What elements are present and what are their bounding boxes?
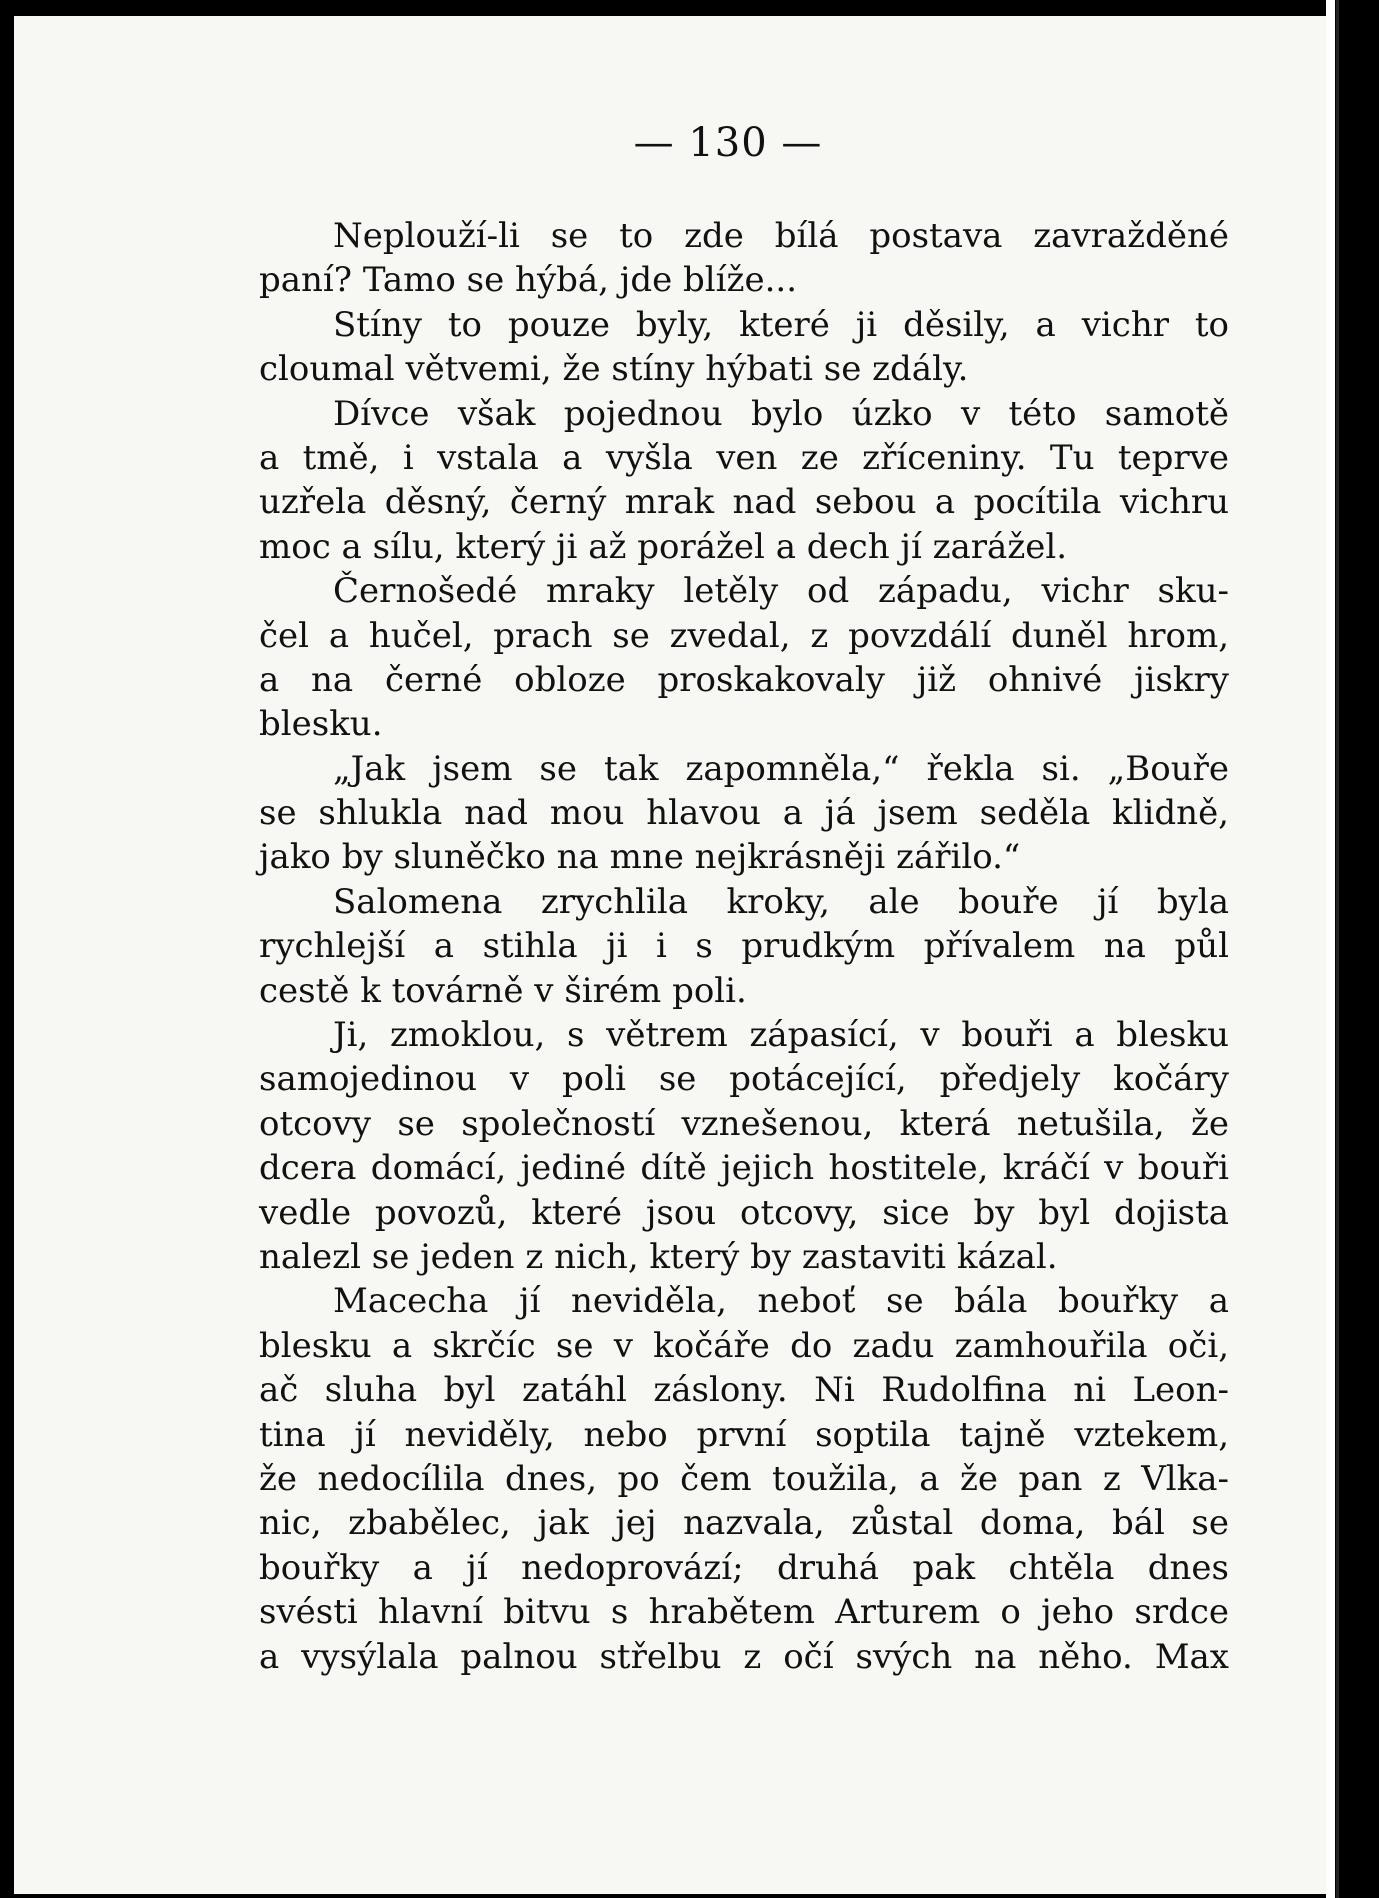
text-line: nic, zbabělec, jak jej nazvala, zůstal doma, bál se [259,1503,1229,1544]
text-line: paní? Tamo se hýbá, jde blíže... [259,260,798,301]
text-line: cestě k továrně v širém poli. [259,970,747,1011]
text-line: bouřky a jí nedoprovází; druhá pak chtěla dnes [259,1547,1229,1588]
text-line: blesku a skrčíc se v kočáře do zadu zamhouřila oči, [259,1325,1229,1366]
text-line: Salomena zrychlila kroky, ale bouře jí byla [333,881,1229,922]
text-line: Macecha jí neviděla, neboť se bála bouřky a [333,1281,1229,1322]
text-line: vedle povozů, které jsou otcovy, sice by byl dojista [259,1192,1229,1233]
text-line: a na černé obloze proskakovaly již ohnivé jiskry [259,659,1229,700]
text-line: tina jí neviděly, nebo první soptila tajně vztekem, [259,1414,1229,1455]
page-edge-line [1336,0,1339,1898]
page-number: — 130 — [633,120,823,166]
text-line: svésti hlavní bitvu s hrabětem Arturem o jeho srdce [259,1592,1229,1633]
text-line: moc a sílu, který ji až porážel a dech jí zarážel. [259,526,1068,567]
text-line: Dívce však pojednou bylo úzko v této samotě [333,393,1229,434]
text-line: „Jak jsem se tak zapomněla,“ řekla si. „Bouře [333,748,1229,789]
text-line: a tmě, i vstala a vyšla ven ze zříceniny. Tu teprve [259,437,1229,478]
text-line: blesku. [259,704,383,745]
text-line: Neplouží-li se to zde bílá postava zavražděné [333,216,1229,256]
text-line: samojedinou v poli se potácející, předjely kočáry [259,1059,1229,1100]
text-line: rychlejší a stihla ji i s prudkým přívalem na půl [259,926,1229,967]
text-line: čel a hučel, prach se zvedal, z povzdálí duněl hrom, [259,615,1229,656]
text-line: se shlukla nad mou hlavou a já jsem seděla klidně, [259,793,1229,834]
page-edge [1326,0,1335,1898]
body-text [259,214,1229,1679]
text-line: nalezl se jeden z nich, který by zastaviti kázal. [259,1236,1058,1277]
text-line: cloumal větvemi, že stíny hýbati se zdály. [259,349,969,390]
text-line: uzřela děsný, černý mrak nad sebou a pocítila vichru [259,482,1229,523]
text-line: ač sluha byl zatáhl záslony. Ni Rudolfina ni Leon- [259,1370,1229,1411]
text-line: a vysýlala palnou střelbu z očí svých na něho. Max [259,1636,1229,1677]
text-line: Stíny to pouze byly, které ji děsily, a vichr to [333,304,1229,345]
book-page [14,16,1332,1894]
text-line: že nedocílila dnes, po čem toužila, a že pan z Vlka- [259,1458,1229,1499]
text-line: dcera domácí, jediné dítě jejich hostitele, kráčí v bouři [259,1148,1229,1189]
text-line: Ji, zmoklou, s větrem zápasící, v bouři a blesku [333,1015,1229,1056]
text-line: Černošedé mraky letěly od západu, vichr sku- [333,571,1229,612]
text-line: jako by sluněčko na mne nejkrásněji zářilo.“ [259,837,1021,878]
text-line: otcovy se společností vznešenou, která netušila, že [259,1103,1229,1144]
